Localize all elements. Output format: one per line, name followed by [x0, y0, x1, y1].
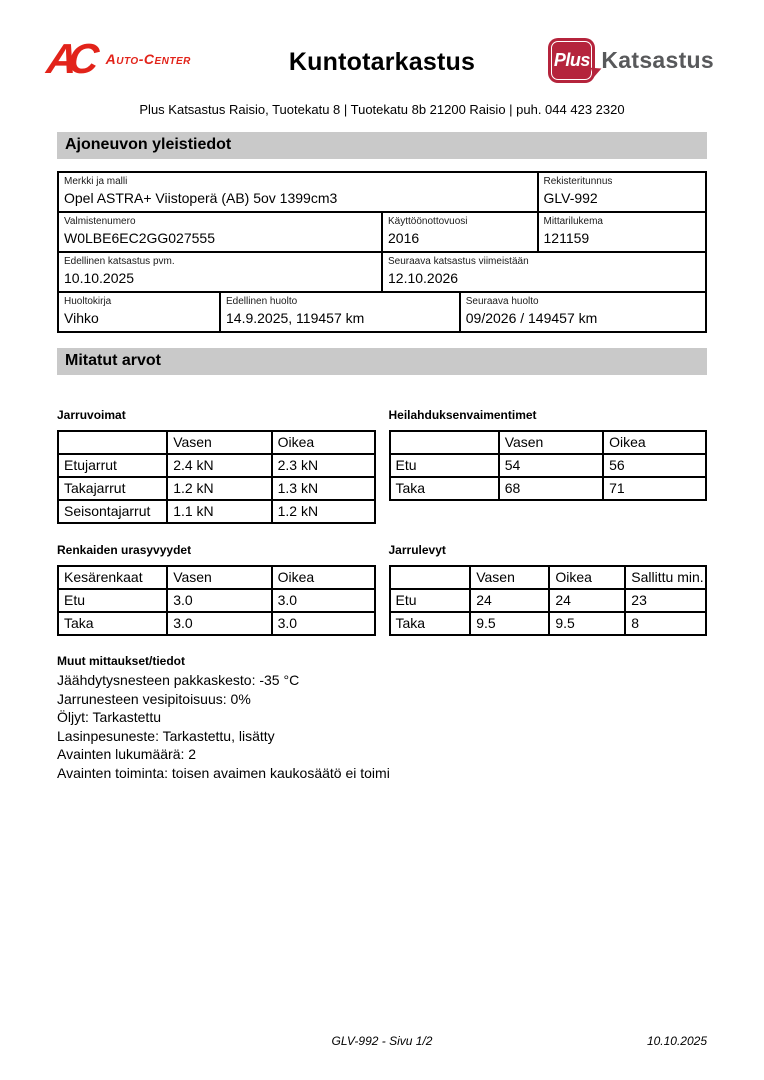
header-cell	[58, 431, 167, 454]
field-label: Valmistenumero	[64, 216, 136, 227]
value-cell: 56	[603, 454, 706, 477]
field-value: W0LBE6EC2GG027555	[64, 230, 215, 246]
katsastus-logo-text: Katsastus	[601, 47, 714, 73]
header-cell: Oikea	[603, 431, 706, 454]
field-edellinen-huolto	[220, 292, 460, 332]
value-cell: 3.0	[167, 589, 271, 612]
table-row	[58, 454, 375, 477]
auto-center-logo	[44, 35, 191, 82]
field-mittarilukema	[538, 212, 707, 252]
table-row	[58, 212, 706, 252]
renkaiden-urasyvyydet-title: Renkaiden urasyvyydet	[57, 543, 192, 557]
heilahduksenvaimentimet-table	[389, 430, 708, 501]
measurement-tables-grid	[57, 408, 707, 636]
section-header-measured-values: Mitatut arvot	[57, 348, 707, 375]
value-cell: 68	[499, 477, 603, 500]
value-cell: 3.0	[272, 589, 375, 612]
header-cell: Vasen	[470, 566, 549, 589]
field-rekisteritunnus	[538, 172, 707, 212]
field-kayttoonottovuosi	[382, 212, 538, 252]
other-measurements-title: Muut mittaukset/tiedot	[57, 654, 185, 668]
plus-badge-icon	[548, 38, 595, 83]
table-row	[58, 172, 706, 212]
row-label: Takajarrut	[58, 477, 167, 500]
plus-katsastus-logo	[548, 38, 714, 83]
jarruvoimat-section	[57, 408, 376, 524]
header-cell	[390, 431, 499, 454]
table-row	[390, 477, 707, 500]
footer-page-info: GLV-992 - Sivu 1/2	[331, 1034, 433, 1048]
auto-center-logo-text: Auto-Center	[105, 51, 191, 67]
field-label: Käyttöönottovuosi	[388, 216, 468, 227]
header-cell: Sallittu min.	[625, 566, 706, 589]
station-address: Plus Katsastus Raisio, Tuotekatu 8 | Tuotekatu 8b 21200 Raisio | puh. 044 423 2320	[139, 102, 625, 117]
row-label: Etu	[390, 454, 499, 477]
value-cell: 9.5	[549, 612, 625, 635]
field-label: Seuraava katsastus viimeistään	[388, 256, 529, 267]
row-label: Taka	[58, 612, 167, 635]
field-seuraava-huolto	[460, 292, 706, 332]
table-row	[58, 292, 706, 332]
page-title: Kuntotarkastus	[288, 48, 476, 76]
field-value: 2016	[388, 230, 420, 246]
oils-checked: Öljyt: Tarkastettu	[57, 709, 162, 725]
washer-fluid: Lasinpesuneste: Tarkastettu, lisätty	[57, 727, 275, 744]
section-header-general-info: Ajoneuvon yleistiedot	[57, 132, 707, 159]
value-cell: 1.1 kN	[167, 500, 271, 523]
ac-monogram-icon: AC	[44, 35, 93, 82]
field-value: GLV-992	[543, 190, 598, 206]
value-cell: 2.3 kN	[272, 454, 375, 477]
header-cell: Vasen	[499, 431, 603, 454]
row-label: Taka	[390, 477, 499, 500]
header-cell: Vasen	[167, 566, 271, 589]
heilahduksenvaimentimet-title: Heilahduksenvaimentimet	[388, 408, 537, 422]
header-cell: Oikea	[549, 566, 625, 589]
heilahduksenvaimentimet-section	[389, 408, 708, 501]
field-label: Huoltokirja	[64, 296, 112, 307]
table-row	[390, 589, 707, 612]
field-value: 10.10.2025	[64, 270, 135, 286]
field-valmistenumero	[58, 212, 382, 252]
row-label: Etu	[390, 589, 471, 612]
field-label: Merkki ja malli	[64, 176, 128, 187]
jarruvoimat-title: Jarruvoimat	[57, 408, 126, 422]
key-function: Avainten toiminta: toisen avaimen kaukosäätö ei toimi	[57, 764, 390, 781]
value-cell: 8	[625, 612, 706, 635]
jarrulevyt-table	[389, 565, 708, 636]
header-cell: Oikea	[272, 566, 375, 589]
field-huoltokirja	[58, 292, 220, 332]
key-count: Avainten lukumäärä: 2	[57, 746, 197, 762]
jarrulevyt-section	[389, 543, 708, 636]
table-row	[58, 477, 375, 500]
header-cell: Vasen	[167, 431, 271, 454]
table-header-row	[390, 566, 707, 589]
value-cell: 54	[499, 454, 603, 477]
plus-badge-text: Plus	[553, 50, 590, 70]
table-row	[58, 500, 375, 523]
table-row	[58, 252, 706, 292]
value-cell: 24	[470, 589, 549, 612]
renkaiden-urasyvyydet-table	[57, 565, 376, 636]
value-cell: 3.0	[167, 612, 271, 635]
document-header	[44, 35, 714, 90]
field-value: 12.10.2026	[388, 270, 459, 286]
field-seuraava-katsastus	[382, 252, 706, 292]
field-value: 09/2026 / 149457 km	[465, 310, 598, 326]
jarrulevyt-title: Jarrulevyt	[388, 543, 446, 557]
value-cell: 9.5	[470, 612, 549, 635]
brake-fluid-water-content: Jarrunesteen vesipitoisuus: 0%	[57, 690, 251, 707]
field-edellinen-katsastus	[58, 252, 382, 292]
table-row	[58, 612, 375, 635]
field-label: Rekisteritunnus	[543, 176, 613, 187]
table-header-row	[58, 431, 375, 454]
row-label: Taka	[390, 612, 471, 635]
jarruvoimat-table	[57, 430, 376, 524]
field-label: Edellinen huolto	[226, 296, 298, 307]
row-label: Seisontajarrut	[58, 500, 167, 523]
vehicle-info-table	[57, 171, 707, 333]
table-header-row	[58, 566, 375, 589]
value-cell: 1.2 kN	[272, 500, 375, 523]
other-measurements-section	[57, 654, 707, 782]
table-row	[58, 589, 375, 612]
field-value: 121159	[543, 230, 590, 246]
field-merkki-ja-malli	[58, 172, 538, 212]
header-cell	[390, 566, 471, 589]
coolant-freeze-protection: Jäähdytysnesteen pakkaskesto: -35 °C	[57, 672, 300, 688]
field-label: Edellinen katsastus pvm.	[64, 256, 175, 267]
value-cell: 24	[549, 589, 625, 612]
table-row	[390, 612, 707, 635]
table-header-row	[390, 431, 707, 454]
row-label: Etujarrut	[58, 454, 167, 477]
value-cell: 71	[603, 477, 706, 500]
field-value: 14.9.2025, 119457 km	[226, 310, 365, 326]
value-cell: 3.0	[272, 612, 375, 635]
header-cell: Oikea	[272, 431, 375, 454]
value-cell: 2.4 kN	[167, 454, 271, 477]
renkaiden-urasyvyydet-section	[57, 543, 376, 636]
field-value: Opel ASTRA+ Viistoperä (AB) 5ov 1399cm3	[64, 190, 338, 206]
field-label: Mittarilukema	[543, 216, 603, 227]
page-footer	[0, 1034, 764, 1050]
footer-date: 10.10.2025	[646, 1034, 707, 1048]
value-cell: 1.3 kN	[272, 477, 375, 500]
value-cell: 23	[625, 589, 706, 612]
field-label: Seuraava huolto	[465, 296, 539, 307]
row-label: Etu	[58, 589, 167, 612]
table-row	[390, 454, 707, 477]
value-cell: 1.2 kN	[167, 477, 271, 500]
field-value: Vihko	[64, 310, 99, 326]
header-cell: Kesärenkaat	[58, 566, 167, 589]
